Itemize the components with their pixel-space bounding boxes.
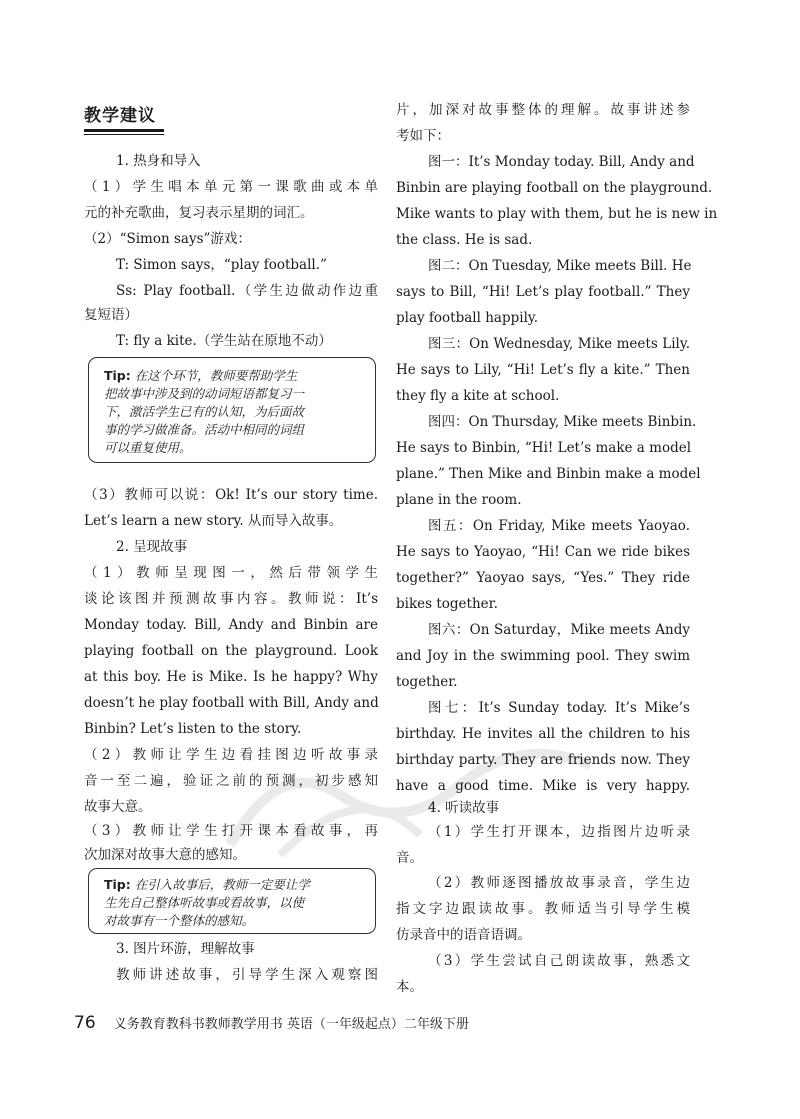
paragraph-line: play football happily.: [396, 310, 539, 326]
tip-line: 可以重复使用。: [104, 440, 192, 455]
paragraph-line: 片，加深对故事整体的理解。故事讲述参: [396, 102, 690, 118]
paragraph-line: 考如下：: [396, 128, 450, 144]
paragraph-line: （2）教师逐图播放故事录音，学生边: [428, 875, 690, 891]
paragraph-line: 仿录音中的语音语调。: [396, 927, 531, 943]
paragraph-line: 次加深对故事大意的感知。: [84, 847, 246, 863]
paragraph-line: 图一：It’s Monday today. Bill, Andy and: [428, 154, 695, 170]
paragraph-line: 图六：On Saturday，Mike meets Andy: [428, 622, 690, 638]
paragraph-line: （3）教师可以说：Ok! It’s our story time.: [84, 487, 378, 503]
tip-text: 在这个环节，教师要帮助学生: [134, 368, 298, 383]
paragraph-line: 谈论该图并预测故事内容。教师说：It’s: [84, 591, 378, 607]
paragraph-line: together.: [396, 674, 458, 690]
heading-warmup: 1. 热身和导入: [116, 153, 201, 169]
paragraph-line: （3）学生尝试自己朗读故事，熟悉文: [428, 953, 690, 969]
tip-line: 事的学习做准备。活动中相同的词组: [104, 422, 305, 437]
paragraph-line: 教师讲述故事，引导学生深入观察图: [116, 967, 378, 983]
paragraph-line: Binbin are playing football on the playground.: [396, 180, 713, 196]
paragraph-line: 图三：On Wednesday, Mike meets Lily.: [428, 336, 690, 352]
paragraph-line: have a good time. Mike is very happy.: [396, 778, 690, 794]
paragraph-line: （3）教师让学生打开课本看故事，再: [84, 823, 378, 839]
paragraph-line: 元的补充歌曲，复习表示星期的词汇。: [84, 205, 314, 221]
paragraph-line: （2）教师让学生边看挂图边听故事录: [84, 747, 378, 763]
tip-line: 把故事中涉及到的动词短语都复习一: [104, 386, 305, 401]
paragraph-line: plane.” Then Mike and Binbin make a model: [396, 466, 701, 482]
paragraph-line: plane in the room.: [396, 492, 522, 508]
page-number: 76: [74, 1013, 96, 1033]
dialogue-line: 复短语）: [84, 307, 138, 323]
paragraph-line: 故事大意。: [84, 799, 152, 815]
paragraph-line: （1）教师呈现图一，然后带领学生: [84, 565, 378, 581]
paragraph-line: together?” Yaoyao says, “Yes.” They ride: [396, 570, 690, 586]
paragraph-line: 图七：It’s Sunday today. It’s Mike’s: [428, 700, 690, 716]
tip-line: 生先自己整体听故事或看故事，以使: [104, 895, 305, 910]
tip-line: [104, 877, 310, 893]
paragraph-line: Mike wants to play with them, but he is new in: [396, 206, 718, 222]
paragraph-line: and Joy in the swimming pool. They swim: [396, 648, 690, 664]
tip-label: Tip:: [104, 877, 131, 892]
dialogue-line: Ss: Play football.（学生边做动作边重: [116, 283, 378, 299]
title-underline-thin: [84, 134, 164, 135]
paragraph-line: 4. 听读故事: [428, 800, 500, 816]
paragraph-line: 图五：On Friday, Mike meets Yaoyao.: [428, 518, 690, 534]
paragraph-line: birthday party. They are friends now. They: [396, 752, 690, 768]
paragraph-line: Binbin? Let’s listen to the story.: [84, 721, 302, 737]
dialogue-line: T: fly a kite.（学生站在原地不动）: [116, 333, 332, 349]
tip-line: 对故事有一个整体的感知。: [104, 913, 255, 928]
paragraph-line: playing football on the playground. Look: [84, 643, 378, 659]
heading-present-story: 2. 呈现故事: [116, 539, 188, 555]
paragraph-line: Monday today. Bill, Andy and Binbin are: [84, 617, 378, 633]
paragraph-line: （1）学生打开课本，边指图片边听录: [428, 824, 690, 840]
paragraph-line: He says to Yaoyao, “Hi! Can we ride bikes: [396, 544, 690, 560]
paragraph-line: they fly a kite at school.: [396, 388, 560, 404]
tip-line: 下，激活学生已有的认知，为后面故: [104, 404, 305, 419]
paragraph-line: at this boy. He is Mike. Is he happy? Why: [84, 669, 378, 685]
paragraph-line: 音一至二遍，验证之前的预测，初步感知: [84, 773, 378, 789]
paragraph-line: 指文字边跟读故事。教师适当引导学生模: [396, 901, 690, 917]
dialogue-line: T: Simon says，“play football.”: [116, 257, 327, 273]
tip-text: 在引入故事后，教师一定要让学: [134, 877, 310, 892]
paragraph-line: 图二：On Tuesday, Mike meets Bill. He: [428, 258, 692, 274]
paragraph-line: 本。: [396, 979, 423, 995]
paragraph-line: Let’s learn a new story. 从而导入故事。: [84, 513, 343, 529]
tip-line: [104, 368, 297, 384]
paragraph-line: birthday. He invites all the children to his: [396, 726, 690, 742]
paragraph-line: says to Bill, “Hi! Let’s play football.” They: [396, 284, 690, 300]
paragraph-line: He says to Lily, “Hi! Let’s fly a kite.” Then: [396, 362, 690, 378]
paragraph-line: （2）“Simon says”游戏：: [84, 231, 251, 247]
paragraph-line: doesn’t he play football with Bill, Andy and: [84, 695, 379, 711]
paragraph-line: the class. He is sad.: [396, 232, 533, 248]
paragraph-line: 图四：On Thursday, Mike meets Binbin.: [428, 414, 697, 430]
page-footer: [74, 1013, 469, 1035]
paragraph-line: （1）学生唱本单元第一课歌曲或本单: [84, 179, 378, 195]
section-title: 教学建议: [84, 106, 156, 126]
book-title: 义务教育教科书教师教学用书 英语（一年级起点）二年级下册: [113, 1017, 469, 1032]
heading-picture-walk: 3. 图片环游，理解故事: [116, 941, 255, 957]
paragraph-line: bikes together.: [396, 596, 498, 612]
tip-label: Tip:: [104, 368, 131, 383]
paragraph-line: 音。: [396, 850, 423, 866]
paragraph-line: He says to Binbin, “Hi! Let’s make a model: [396, 440, 692, 456]
title-underline: [84, 129, 164, 132]
